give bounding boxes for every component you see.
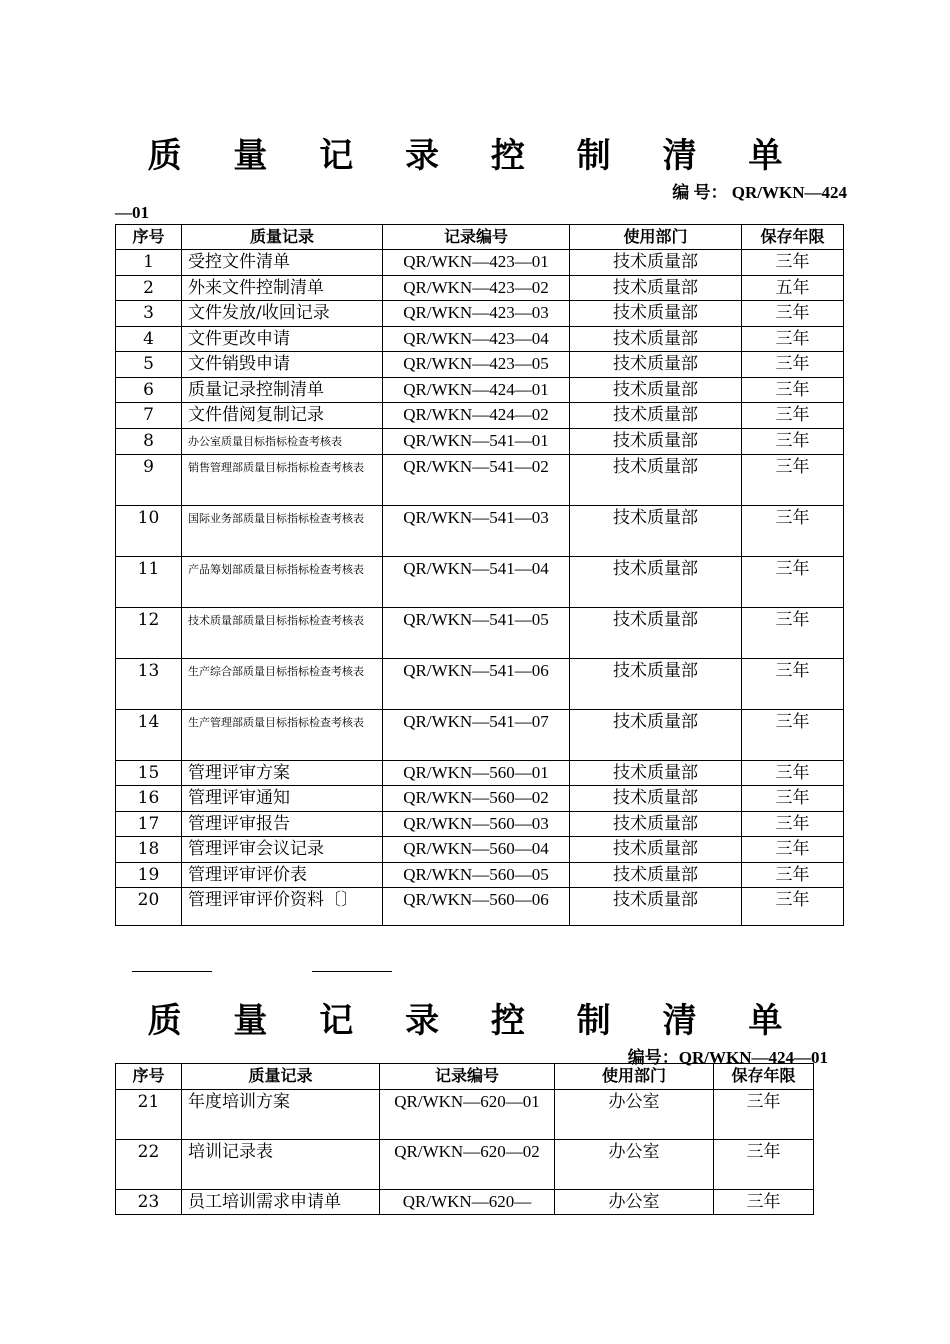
record-dept: 技术质量部 xyxy=(570,888,742,926)
record-dept: 技术质量部 xyxy=(570,326,742,352)
table-row xyxy=(116,709,844,760)
record-keep: 三年 xyxy=(742,403,844,429)
record-code: QR/WKN—620—01 xyxy=(380,1090,555,1140)
row-number: 5 xyxy=(116,352,182,378)
record-code: QR/WKN—541—05 xyxy=(383,607,570,658)
table-row xyxy=(116,377,844,403)
table-row xyxy=(116,862,844,888)
table-row xyxy=(116,837,844,863)
header-no: 序号 xyxy=(116,1064,182,1090)
record-dept: 技术质量部 xyxy=(570,403,742,429)
row-number: 20 xyxy=(116,888,182,926)
record-keep: 三年 xyxy=(714,1090,814,1140)
record-code: QR/WKN—560—01 xyxy=(383,760,570,786)
table-row xyxy=(116,454,844,505)
record-table-2 xyxy=(115,1063,814,1215)
row-number: 1 xyxy=(116,250,182,276)
record-keep: 五年 xyxy=(742,275,844,301)
row-number: 6 xyxy=(116,377,182,403)
record-dept: 办公室 xyxy=(555,1190,714,1215)
record-code: QR/WKN—424—02 xyxy=(383,403,570,429)
row-number: 23 xyxy=(116,1190,182,1215)
record-name: 员工培训需求申请单 xyxy=(182,1190,380,1215)
record-keep: 三年 xyxy=(714,1190,814,1215)
record-code: QR/WKN—541—03 xyxy=(383,505,570,556)
record-keep: 三年 xyxy=(742,301,844,327)
row-number: 13 xyxy=(116,658,182,709)
table-row xyxy=(116,1140,814,1190)
row-number: 22 xyxy=(116,1140,182,1190)
record-dept: 技术质量部 xyxy=(570,811,742,837)
record-code: QR/WKN—541—01 xyxy=(383,428,570,454)
row-number: 15 xyxy=(116,760,182,786)
record-code: QR/WKN—620— xyxy=(380,1190,555,1215)
header-no: 序号 xyxy=(116,225,182,250)
record-code: QR/WKN—560—04 xyxy=(383,837,570,863)
record-name: 培训记录表 xyxy=(182,1140,380,1190)
table-row xyxy=(116,250,844,276)
header-record: 质量记录 xyxy=(182,1064,380,1090)
record-dept: 技术质量部 xyxy=(570,556,742,607)
record-keep: 三年 xyxy=(742,250,844,276)
table-row xyxy=(116,658,844,709)
record-name: 管理评审评价表 xyxy=(182,862,383,888)
record-code: QR/WKN—424—01 xyxy=(383,377,570,403)
record-code: QR/WKN—423—05 xyxy=(383,352,570,378)
record-keep: 三年 xyxy=(742,428,844,454)
record-name: 文件借阅复制记录 xyxy=(182,403,383,429)
record-keep: 三年 xyxy=(742,709,844,760)
row-number: 12 xyxy=(116,607,182,658)
record-keep: 三年 xyxy=(742,786,844,812)
header-keep: 保存年限 xyxy=(742,225,844,250)
record-code: QR/WKN—541—07 xyxy=(383,709,570,760)
record-name: 销售管理部质量目标指标检查考核表 xyxy=(182,454,383,505)
record-name: 国际业务部质量目标指标检查考核表 xyxy=(182,505,383,556)
separator-line xyxy=(312,971,392,972)
record-keep: 三年 xyxy=(742,377,844,403)
document-code: 编 号： QR/WKN—424 xyxy=(672,183,847,202)
record-keep: 三年 xyxy=(742,454,844,505)
document-code-2: 编号：QR/WKN—424—01 xyxy=(627,1048,828,1067)
record-name: 生产管理部质量目标指标检查考核表 xyxy=(182,709,383,760)
record-dept: 技术质量部 xyxy=(570,862,742,888)
record-dept: 技术质量部 xyxy=(570,607,742,658)
record-keep: 三年 xyxy=(742,505,844,556)
record-dept: 技术质量部 xyxy=(570,709,742,760)
row-number: 10 xyxy=(116,505,182,556)
table-row xyxy=(116,301,844,327)
row-number: 21 xyxy=(116,1090,182,1140)
record-name: 文件发放/收回记录 xyxy=(182,301,383,327)
record-name: 年度培训方案 xyxy=(182,1090,380,1140)
record-code: QR/WKN—423—01 xyxy=(383,250,570,276)
record-keep: 三年 xyxy=(742,811,844,837)
row-number: 17 xyxy=(116,811,182,837)
row-number: 18 xyxy=(116,837,182,863)
table-row xyxy=(116,275,844,301)
row-number: 19 xyxy=(116,862,182,888)
record-name: 文件更改申请 xyxy=(182,326,383,352)
table-row xyxy=(116,1090,814,1140)
row-number: 4 xyxy=(116,326,182,352)
record-name: 管理评审通知 xyxy=(182,786,383,812)
header-dept: 使用部门 xyxy=(555,1064,714,1090)
document-code-continued: —01 xyxy=(115,203,149,222)
record-code: QR/WKN—541—06 xyxy=(383,658,570,709)
header-record: 质量记录 xyxy=(182,225,383,250)
header-code: 记录编号 xyxy=(380,1064,555,1090)
table-row xyxy=(116,1190,814,1215)
record-dept: 技术质量部 xyxy=(570,505,742,556)
record-code: QR/WKN—560—02 xyxy=(383,786,570,812)
record-code: QR/WKN—423—03 xyxy=(383,301,570,327)
page-title: 质 量 记 录 控 制 清 单 xyxy=(147,136,803,176)
header-dept: 使用部门 xyxy=(570,225,742,250)
record-code: QR/WKN—423—04 xyxy=(383,326,570,352)
record-dept: 技术质量部 xyxy=(570,275,742,301)
row-number: 16 xyxy=(116,786,182,812)
record-name: 办公室质量目标指标检查考核表 xyxy=(182,428,383,454)
record-dept: 技术质量部 xyxy=(570,250,742,276)
record-name: 质量记录控制清单 xyxy=(182,377,383,403)
row-number: 2 xyxy=(116,275,182,301)
row-number: 3 xyxy=(116,301,182,327)
table-row xyxy=(116,505,844,556)
record-keep: 三年 xyxy=(742,760,844,786)
header-keep: 保存年限 xyxy=(714,1064,814,1090)
record-name: 文件销毁申请 xyxy=(182,352,383,378)
table-row xyxy=(116,786,844,812)
table-row xyxy=(116,326,844,352)
record-name: 生产综合部质量目标指标检查考核表 xyxy=(182,658,383,709)
record-code: QR/WKN—560—03 xyxy=(383,811,570,837)
table-row xyxy=(116,760,844,786)
record-dept: 技术质量部 xyxy=(570,377,742,403)
table-row xyxy=(116,811,844,837)
table-row xyxy=(116,607,844,658)
row-number: 8 xyxy=(116,428,182,454)
table-row xyxy=(116,888,844,926)
row-number: 14 xyxy=(116,709,182,760)
record-table-1 xyxy=(115,224,844,926)
table-row xyxy=(116,352,844,378)
record-dept: 办公室 xyxy=(555,1090,714,1140)
record-code: QR/WKN—541—04 xyxy=(383,556,570,607)
page-title-2: 质 量 记 录 控 制 清 单 xyxy=(147,1001,803,1041)
record-name: 技术质量部质量目标指标检查考核表 xyxy=(182,607,383,658)
record-code: QR/WKN—423—02 xyxy=(383,275,570,301)
record-dept: 技术质量部 xyxy=(570,454,742,505)
record-keep: 三年 xyxy=(742,862,844,888)
record-dept: 办公室 xyxy=(555,1140,714,1190)
record-dept: 技术质量部 xyxy=(570,760,742,786)
record-name: 管理评审报告 xyxy=(182,811,383,837)
record-name: 外来文件控制清单 xyxy=(182,275,383,301)
separator-line xyxy=(132,971,212,972)
record-code: QR/WKN—541—02 xyxy=(383,454,570,505)
record-code: QR/WKN—620—02 xyxy=(380,1140,555,1190)
record-code: QR/WKN—560—05 xyxy=(383,862,570,888)
record-keep: 三年 xyxy=(742,352,844,378)
row-number: 9 xyxy=(116,454,182,505)
table-row xyxy=(116,556,844,607)
record-keep: 三年 xyxy=(742,607,844,658)
record-keep: 三年 xyxy=(742,556,844,607)
table-row xyxy=(116,403,844,429)
record-dept: 技术质量部 xyxy=(570,837,742,863)
row-number: 7 xyxy=(116,403,182,429)
record-dept: 技术质量部 xyxy=(570,786,742,812)
record-keep: 三年 xyxy=(742,326,844,352)
record-name: 管理评审评价资料〔〕 xyxy=(182,888,383,926)
record-name: 产品筹划部质量目标指标检查考核表 xyxy=(182,556,383,607)
record-name: 受控文件清单 xyxy=(182,250,383,276)
record-keep: 三年 xyxy=(742,888,844,926)
record-dept: 技术质量部 xyxy=(570,658,742,709)
row-number: 11 xyxy=(116,556,182,607)
record-dept: 技术质量部 xyxy=(570,301,742,327)
header-code: 记录编号 xyxy=(383,225,570,250)
record-dept: 技术质量部 xyxy=(570,352,742,378)
record-dept: 技术质量部 xyxy=(570,428,742,454)
record-keep: 三年 xyxy=(714,1140,814,1190)
record-name: 管理评审方案 xyxy=(182,760,383,786)
record-code: QR/WKN—560—06 xyxy=(383,888,570,926)
record-keep: 三年 xyxy=(742,837,844,863)
table-row xyxy=(116,428,844,454)
record-name: 管理评审会议记录 xyxy=(182,837,383,863)
record-keep: 三年 xyxy=(742,658,844,709)
